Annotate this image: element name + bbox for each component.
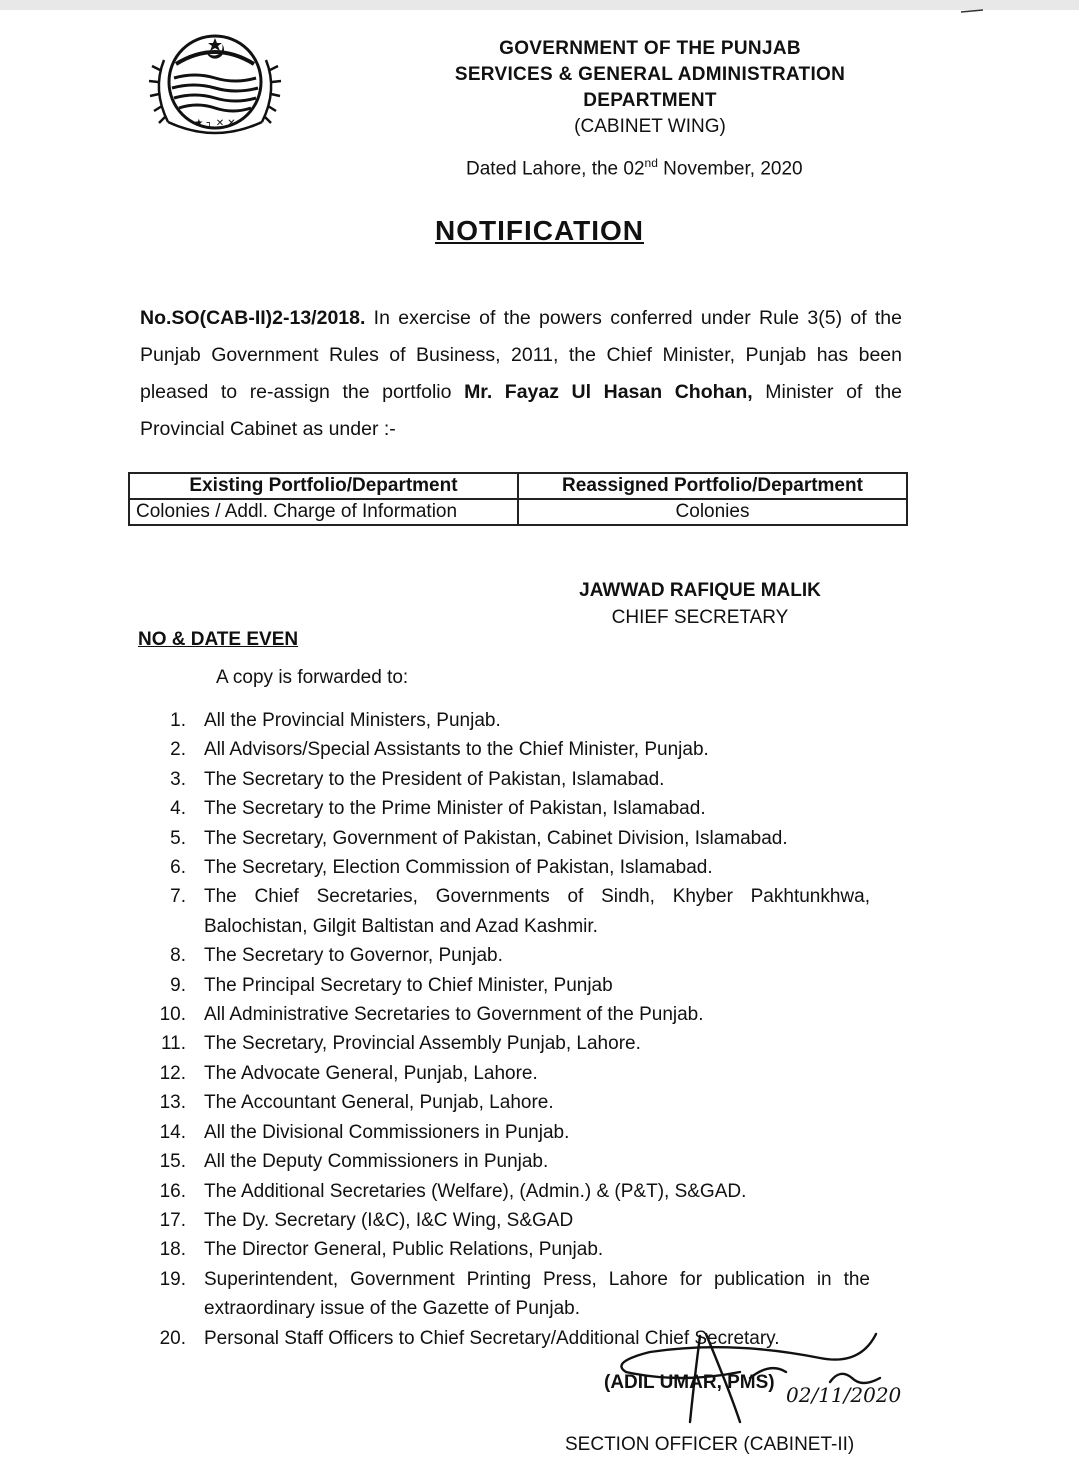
dated-rest: November, 2020 [657, 158, 803, 180]
list-item: 19. Superintendent, Government Printing Press, Lahore for publication in the extraordinary issue of the Gazette of Punjab. [159, 1268, 870, 1320]
list-item: 6. The Secretary, Election Commission of Pakistan, Islamabad. [170, 857, 713, 879]
list-item: 17. The Dy. Secretary (I&C), I&C Wing, S&GAD [159, 1209, 574, 1231]
list-item: 7. The Chief Secretaries, Governments of Sindh, Khyber Pakhtunkhwa, Balochistan, Gilgit Baltistan and Azad Kashmir. [170, 886, 870, 937]
table-header-row [129, 473, 907, 499]
list-item: 3. The Secretary to the President of Pakistan, Islamabad. [170, 768, 665, 790]
list-item: 1. All the Provincial Ministers, Punjab. [170, 710, 501, 731]
body-text-2: Minister of the Provincial Cabinet as under :- [140, 381, 903, 440]
notification-body [140, 300, 902, 448]
table-row [129, 499, 907, 525]
list-item: 10. All Administrative Secretaries to Government of the Punjab. [159, 1004, 704, 1026]
punjab-emblem-icon [146, 30, 284, 142]
top-scan-band [0, 0, 1079, 10]
distribution-list [140, 706, 870, 1353]
list-item: 5. The Secretary, Government of Pakistan, Cabinet Division, Islamabad. [170, 827, 788, 849]
list-item: 16. The Additional Secretaries (Welfare), (Admin.) & (P&T), S&GAD. [159, 1180, 747, 1202]
table-header-reassigned: Reassigned Portfolio/Department [518, 473, 907, 499]
no-date-even: NO & DATE EVEN [138, 629, 299, 650]
section-officer-designation: SECTION OFFICER (CABINET-II) [565, 1434, 855, 1455]
list-item: 12. The Advocate General, Punjab, Lahore. [159, 1062, 538, 1084]
header-government: GOVERNMENT OF THE PUNJAB [499, 38, 801, 59]
copy-forwarded: A copy is forwarded to: [216, 667, 409, 688]
table-cell-existing: Colonies / Addl. Charge of Information [129, 499, 518, 525]
list-item: 13. The Accountant General, Punjab, Lahore. [159, 1092, 554, 1114]
list-item: 20. Personal Staff Officers to Chief Secretary/Additional Chief Secretary. [159, 1327, 780, 1349]
list-item: 2. All Advisors/Special Assistants to the Chief Minister, Punjab. [170, 739, 709, 761]
scan-mark [960, 8, 984, 14]
table-header-existing: Existing Portfolio/Department [129, 473, 518, 499]
dated-suffix: nd [644, 156, 658, 170]
list-item: 18. The Director General, Public Relations, Punjab. [159, 1239, 604, 1261]
title-text: NOTIFICATION [434, 215, 644, 246]
section-officer-name: (ADIL UMAR, PMS) [604, 1372, 775, 1393]
dated-line [466, 156, 803, 180]
list-item: 11. The Secretary, Provincial Assembly Punjab, Lahore. [160, 1033, 641, 1055]
list-item: 4. The Secretary to the Prime Minister of Pakistan, Islamabad. [170, 798, 706, 820]
svg-text:★ ┐ ✕ ✕: ★ ┐ ✕ ✕ [194, 118, 236, 129]
header-department: SERVICES & GENERAL ADMINISTRATION [454, 64, 846, 85]
notification-number: No.SO(CAB-II)2-13/2018. [140, 307, 366, 329]
page-title [0, 215, 1079, 247]
list-item: 9. The Principal Secretary to Chief Minister, Punjab [170, 974, 613, 996]
list-item: 15. All the Deputy Commissioners in Punjab. [159, 1151, 549, 1173]
handwritten-date: 02/11/2020 [786, 1383, 902, 1407]
header-department-cont: DEPARTMENT [583, 90, 717, 111]
dated-prefix: Dated Lahore, the 02 [466, 158, 645, 180]
header-wing: (CABINET WING) [574, 116, 726, 137]
body-text-1: In exercise of the powers conferred under Rule 3(5) of the Punjab Government Rules of Business, 2011, the Chief Minister, Punjab has been pleased to re-assign the portfolio [140, 307, 902, 403]
list-item: 14. All the Divisional Commissioners in Punjab. [159, 1121, 570, 1143]
list-item: 8. The Secretary to Governor, Punjab. [170, 945, 503, 967]
chief-secretary-name: JAWWAD RAFIQUE MALIK [579, 580, 821, 601]
table-cell-reassigned: Colonies [518, 499, 907, 525]
department-header [430, 36, 870, 140]
portfolio-table [128, 472, 908, 526]
minister-name: Mr. Fayaz Ul Hasan Chohan, [464, 381, 753, 403]
chief-secretary-designation: CHIEF SECRETARY [611, 607, 789, 628]
chief-secretary-signature-block [560, 577, 840, 631]
